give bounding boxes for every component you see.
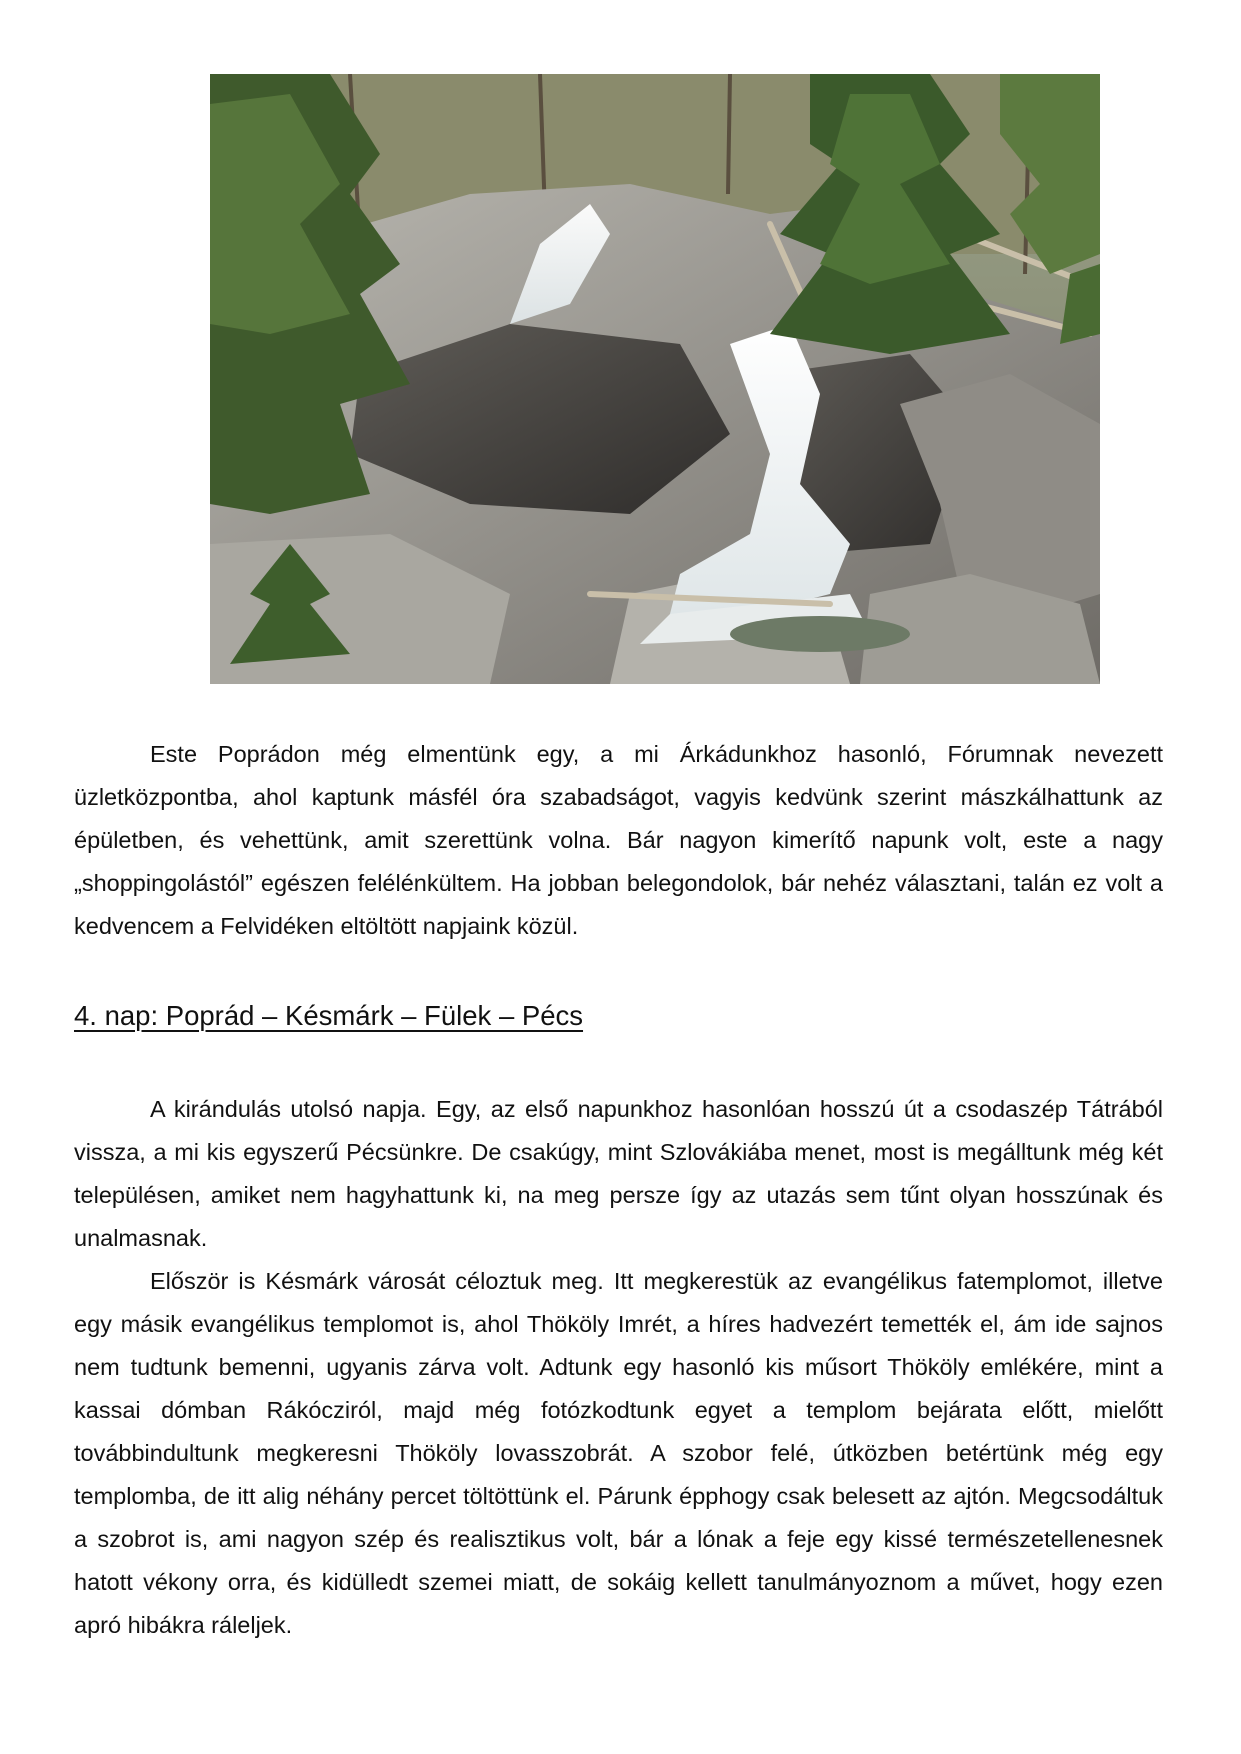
waterfall-photo: [210, 74, 1100, 684]
paragraph: Először is Késmárk városát céloztuk meg. Itt megkerestük az evangélikus fatemplomot, illetve egy másik evangélikus templomot is, ahol Thököly Imrét, a híres hadvezért temették el, ám ide sajnos nem tudtunk bemenni, ugyanis zárva volt. Adtunk egy hasonló kis műsort Thököly emlékére, mint a kassai dómban Rákócziról, majd még fotózkodtunk egyet a templom bejárata előtt, mielőtt továbbindultunk megkeresni Thököly lovasszobrát. A szobor felé, útközben betértünk még egy templomba, de itt alig néhány percet töltöttünk el. Párunk épphogy csak belesett az ajtón. Megcsodáltuk a szobrot is, ami nagyon szép és realisztikus volt, bár a lónak a feje egy kissé természetellenesnek hatott vékony orra, és kidülledt szemei miatt, de sokáig kellett tanulmányoznom a művet, hogy ezen apró hibákra ráleljek.: [74, 1268, 1163, 1638]
paragraph-block-1: [74, 733, 1163, 948]
section-heading: 4. nap: Poprád – Késmárk – Fülek – Pécs: [74, 1000, 584, 1031]
paragraph: Este Poprádon még elmentünk egy, a mi Árkádunkhoz hasonló, Fórumnak nevezett üzletközpontba, ahol kaptunk másfél óra szabadságot, vagyis kedvünk szerint mászkálhattunk az épületben, és vehettünk, amit szerettünk volna. Bár nagyon kimerítő napunk volt, este a nagy „shoppingolástól” egészen felélénkültem. Ha jobban belegondolok, bár nehéz választani, talán ez volt a kedvencem a Felvidéken eltöltött napjaink közül.: [74, 741, 1163, 939]
paragraph-block-2: [74, 1088, 1163, 1647]
paragraph: A kirándulás utolsó napja. Egy, az első napunkhoz hasonlóan hosszú út a csodaszép Tátrából vissza, a mi kis egyszerű Pécsünkre. De csakúgy, mint Szlovákiába menet, most is megálltunk még két településen, amiket nem hagyhattunk ki, na meg persze így az utazás sem tűnt olyan hosszúnak és unalmasnak.: [74, 1096, 1163, 1251]
waterfall-illustration: [210, 74, 1100, 684]
